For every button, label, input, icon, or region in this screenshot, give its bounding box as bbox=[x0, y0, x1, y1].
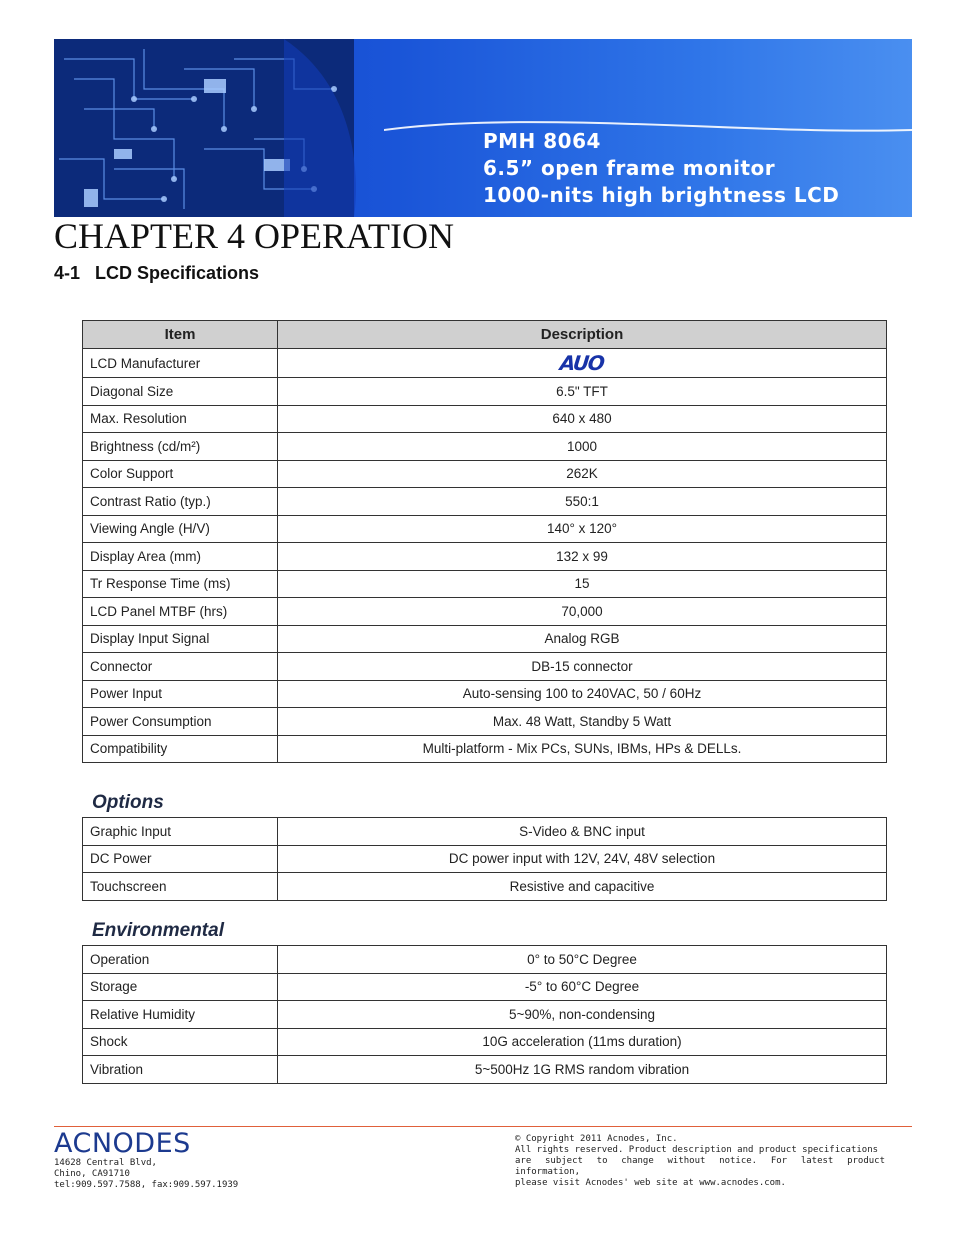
spec-value: 640 x 480 bbox=[278, 405, 887, 433]
section-title bbox=[54, 262, 259, 284]
address-city: Chino, CA91710 bbox=[54, 1169, 130, 1179]
spec-item: Power Input bbox=[83, 680, 278, 708]
spec-value: DB-15 connector bbox=[278, 653, 887, 681]
spec-value: S-Video & BNC input bbox=[278, 818, 887, 846]
company-address bbox=[54, 1158, 238, 1191]
chapter-title: CHAPTER 4 OPERATION bbox=[54, 216, 455, 256]
address-phone: tel:909.597.7588, fax:909.597.1939 bbox=[54, 1180, 239, 1190]
product-heading bbox=[483, 128, 839, 209]
acnodes-logo-image bbox=[54, 1130, 210, 1156]
spec-table bbox=[82, 320, 887, 763]
section-heading: LCD Specifications bbox=[95, 263, 260, 283]
address-street: 14628 Central Blvd, bbox=[54, 1158, 157, 1168]
table-row bbox=[83, 818, 887, 846]
table-row bbox=[83, 405, 887, 433]
spec-item: Shock bbox=[83, 1028, 278, 1056]
spec-value: 15 bbox=[278, 570, 887, 598]
spec-item: Graphic Input bbox=[83, 818, 278, 846]
spec-value: Resistive and capacitive bbox=[278, 873, 887, 901]
table-row bbox=[83, 460, 887, 488]
spec-value: Multi-platform - Mix PCs, SUNs, IBMs, HPs & DELLs. bbox=[278, 735, 887, 763]
spec-item: Power Consumption bbox=[83, 708, 278, 736]
copyright-line: © Copyright 2011 Acnodes, Inc. bbox=[515, 1134, 678, 1144]
spec-value bbox=[278, 349, 887, 378]
spec-value: 550:1 bbox=[278, 488, 887, 516]
options-table bbox=[82, 817, 887, 901]
spec-item: LCD Manufacturer bbox=[83, 349, 278, 378]
table-row bbox=[83, 1028, 887, 1056]
table-row bbox=[83, 349, 887, 378]
options-title: Options bbox=[92, 792, 164, 813]
table-row bbox=[83, 973, 887, 1001]
table-row bbox=[83, 653, 887, 681]
table-header-row bbox=[83, 321, 887, 349]
spec-item: Connector bbox=[83, 653, 278, 681]
product-model: PMH 8064 bbox=[483, 129, 601, 153]
spec-item: Contrast Ratio (typ.) bbox=[83, 488, 278, 516]
spec-value: -5° to 60°C Degree bbox=[278, 973, 887, 1001]
table-row bbox=[83, 515, 887, 543]
spec-value: Auto-sensing 100 to 240VAC, 50 / 60Hz bbox=[278, 680, 887, 708]
spec-item: Viewing Angle (H/V) bbox=[83, 515, 278, 543]
copyright-line: please visit Acnodes' web site at www.acnodes.com. bbox=[515, 1178, 786, 1188]
copyright-line: are subject to change without notice. For latest product information, bbox=[515, 1156, 885, 1177]
table-row bbox=[83, 378, 887, 406]
spec-item: Display Area (mm) bbox=[83, 543, 278, 571]
table-row bbox=[83, 1056, 887, 1084]
spec-item: Operation bbox=[83, 946, 278, 974]
spec-item: Compatibility bbox=[83, 735, 278, 763]
table-row bbox=[83, 680, 887, 708]
spec-item: Diagonal Size bbox=[83, 378, 278, 406]
auo-logo: AUO bbox=[559, 351, 605, 375]
copyright-line: All rights reserved. Product description and product specifications bbox=[515, 1145, 879, 1155]
column-header-description: Description bbox=[278, 321, 887, 349]
spec-item: LCD Panel MTBF (hrs) bbox=[83, 598, 278, 626]
table-row bbox=[83, 543, 887, 571]
section-number: 4-1 bbox=[54, 263, 81, 283]
spec-item: Storage bbox=[83, 973, 278, 1001]
table-row bbox=[83, 845, 887, 873]
footer-rule bbox=[54, 1126, 912, 1127]
spec-value: 5~500Hz 1G RMS random vibration bbox=[278, 1056, 887, 1084]
spec-item: Color Support bbox=[83, 460, 278, 488]
spec-item: Vibration bbox=[83, 1056, 278, 1084]
spec-value: 5~90%, non-condensing bbox=[278, 1001, 887, 1029]
table-row bbox=[83, 488, 887, 516]
column-header-item: Item bbox=[83, 321, 278, 349]
spec-value: 6.5" TFT bbox=[278, 378, 887, 406]
spec-value: 262K bbox=[278, 460, 887, 488]
table-row bbox=[83, 433, 887, 461]
spec-value: Analog RGB bbox=[278, 625, 887, 653]
spec-value: 140° x 120° bbox=[278, 515, 887, 543]
spec-value: 70,000 bbox=[278, 598, 887, 626]
table-row bbox=[83, 625, 887, 653]
table-row bbox=[83, 1001, 887, 1029]
spec-item: Display Input Signal bbox=[83, 625, 278, 653]
environmental-title: Environmental bbox=[92, 920, 224, 941]
spec-value: 132 x 99 bbox=[278, 543, 887, 571]
spec-value: 10G acceleration (11ms duration) bbox=[278, 1028, 887, 1056]
spec-value: Max. 48 Watt, Standby 5 Watt bbox=[278, 708, 887, 736]
spec-item: Tr Response Time (ms) bbox=[83, 570, 278, 598]
table-row bbox=[83, 570, 887, 598]
header-banner bbox=[54, 39, 912, 217]
table-row bbox=[83, 598, 887, 626]
spec-item: Brightness (cd/m²) bbox=[83, 433, 278, 461]
table-row bbox=[83, 873, 887, 901]
spec-value: DC power input with 12V, 24V, 48V selection bbox=[278, 845, 887, 873]
table-row bbox=[83, 708, 887, 736]
copyright-notice bbox=[515, 1134, 885, 1189]
table-row bbox=[83, 946, 887, 974]
spec-item: Max. Resolution bbox=[83, 405, 278, 433]
spec-item: Touchscreen bbox=[83, 873, 278, 901]
environmental-table bbox=[82, 945, 887, 1084]
spec-value: 1000 bbox=[278, 433, 887, 461]
spec-item: Relative Humidity bbox=[83, 1001, 278, 1029]
product-feature: 1000-nits high brightness LCD bbox=[483, 183, 840, 207]
product-subtitle: 6.5” open frame monitor bbox=[483, 156, 776, 180]
table-row bbox=[83, 735, 887, 763]
spec-value: 0° to 50°C Degree bbox=[278, 946, 887, 974]
spec-item: DC Power bbox=[83, 845, 278, 873]
acnodes-logo-text: ACNODES bbox=[54, 1130, 191, 1156]
